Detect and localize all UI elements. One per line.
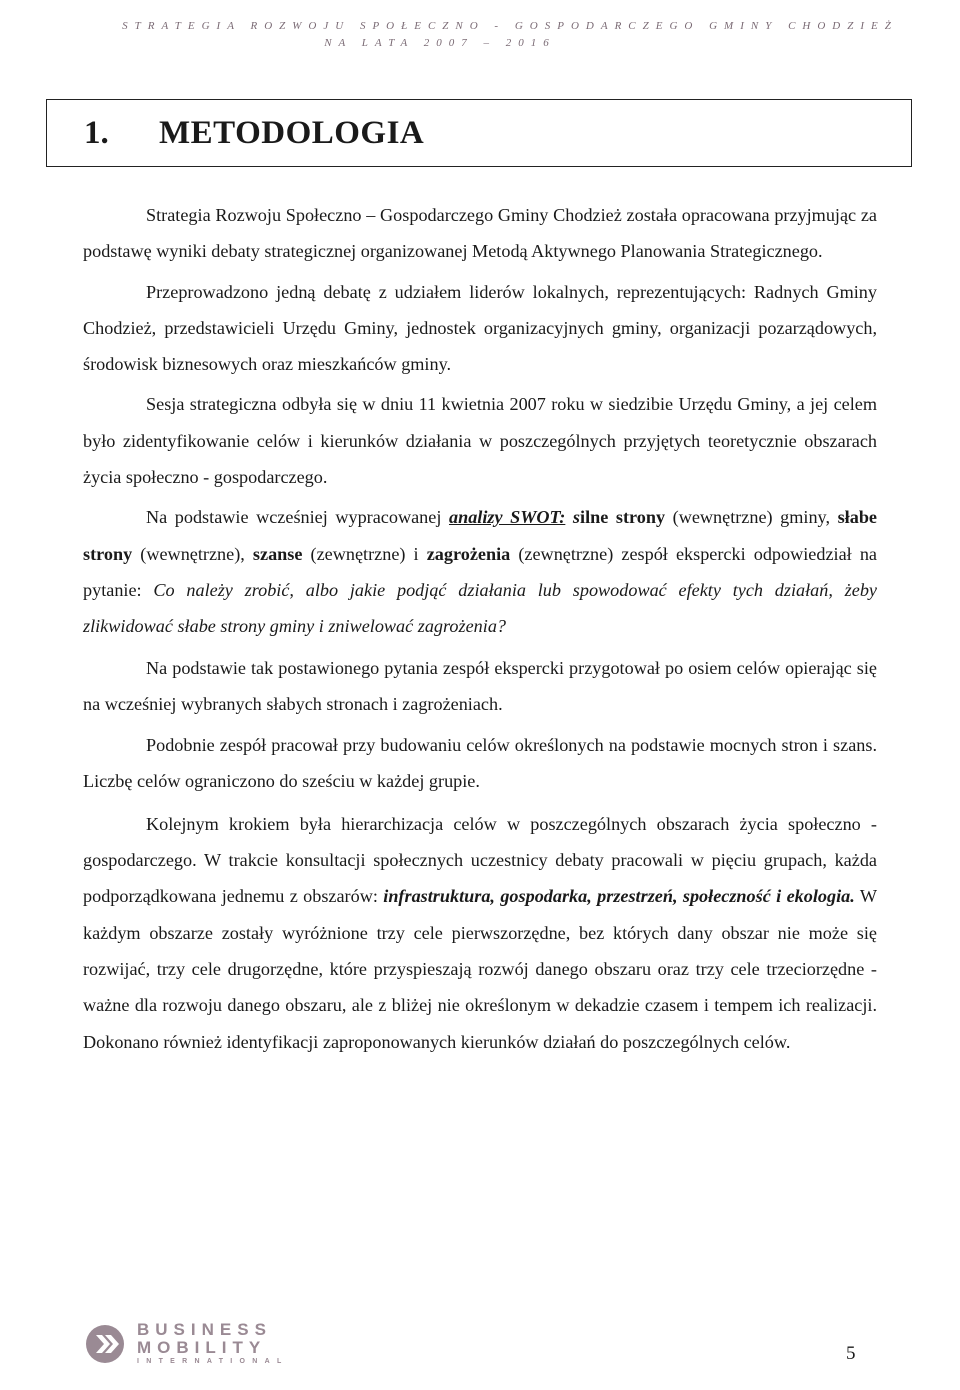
threats-term: zagrożenia xyxy=(426,543,511,564)
paragraph-2: Przeprowadzono jedną debatę z udziałem liderów lokalnych, reprezentujących: Radnych Gminy Chodzież, przedstawicieli Urzędu Gminy, jednostek organizacyjnych gminy, organizacji pozarządowych, środowisk biznesowych oraz mieszkańców gminy. xyxy=(83,281,877,375)
paragraph-1: Strategia Rozwoju Społeczno – Gospodarczego Gminy Chodzież została opracowana przyjmując za podstawę wyniki debaty strategicznej organizowanej Metodą Aktywnego Planowania Strategicznego. xyxy=(83,205,877,262)
section-heading xyxy=(46,99,912,167)
paragraph-5: Na podstawie tak postawionego pytania zespół ekspercki przygotował po osiem celów opierając się na wcześniej wybranych słabych stronach i zagrożeniach. xyxy=(83,657,877,714)
text-span: (wewnętrzne), xyxy=(132,543,253,564)
logo-wordmark xyxy=(137,1321,289,1366)
page-number: 5 xyxy=(846,1343,856,1364)
paragraph-7 xyxy=(83,806,877,1060)
paragraph-3: Sesja strategiczna odbyła się w dniu 11 kwietnia 2007 roku w siedzibie Urzędu Gminy, a jej celem było zidentyfikowanie celów i kierunków działania w poszczególnych przyjętych teoretycznie obszarach życia społeczno - gospodarczego. xyxy=(83,394,877,488)
text-span: s xyxy=(565,507,581,528)
strengths-term: ilne strony xyxy=(580,507,666,528)
logo-line-2: MOBILITY xyxy=(137,1338,267,1357)
opportunities-term: szanse xyxy=(252,543,303,564)
document-body xyxy=(83,197,877,1060)
running-header xyxy=(0,18,960,52)
header-title: STRATEGIA ROZWOJU SPOŁECZNO - GOSPODARCZEGO GMINY CHODZIEŻ xyxy=(122,20,898,32)
text-span: W każdym obszarze zostały wyróżnione trzy cele pierwszorzędne, bez których dany obszar nie może się rozwijać, trzy cele drugorzędne, które przyspieszają rozwój danego obszaru oraz trzy cele trzeciorzędne - ważne dla rozwoju danego obszaru, ale z bliżej nie określonym w dekadzie czasem i tempem ich realizacji. Dokonano również identyfikacji zaproponowanych kierunków działań do poszczególnych celów. xyxy=(83,886,877,1052)
text-span: Na podstawie wcześniej wypracowanej xyxy=(146,507,449,528)
text-span: (wewnętrzne) gminy, xyxy=(665,507,838,528)
double-chevron-circle-icon xyxy=(86,1325,124,1363)
text-span: Kolejnym krokiem była hierarchizacja celów w poszczególnych obszarach życia społeczno - gospodarczego. W trakcie konsultacji społecznych uczestnicy debaty pracowali w pięciu grupach, każda podporządkowana jednemu z obszarów: xyxy=(83,813,877,907)
section-title: METODOLOGIA xyxy=(159,115,425,151)
paragraph-4 xyxy=(83,499,877,644)
logo-line-3: INTERNATIONAL xyxy=(137,1358,289,1365)
areas-emphasis: infrastruktura, gospodarka, przestrzeń, społeczność i ekologia. xyxy=(383,886,855,907)
weaknesses-term: słabe strony xyxy=(83,507,878,564)
logo-line-1: BUSINESS xyxy=(137,1320,272,1339)
paragraph-6: Podobnie zespół pracował przy budowaniu celów określonych na podstawie mocnych stron i szans. Liczbę celów ograniczono do sześciu w każdej grupie. xyxy=(83,735,877,792)
header-subtitle: NA LATA 2007 – 2016 xyxy=(324,37,556,49)
text-span: (zewnętrzne) i xyxy=(302,543,427,564)
swot-emphasis: analizy SWOT: xyxy=(448,507,566,528)
text-span: (zewnętrzne) zespół ekspercki odpowiedział na pytanie: xyxy=(83,543,877,600)
section-number: 1. xyxy=(84,115,109,151)
question-text: Co należy zrobić, albo jakie podjąć działania lub spowodować efekty tych działań, żeby zlikwidować słabe strony gminy i zniwelować zagrożenia? xyxy=(83,579,877,637)
